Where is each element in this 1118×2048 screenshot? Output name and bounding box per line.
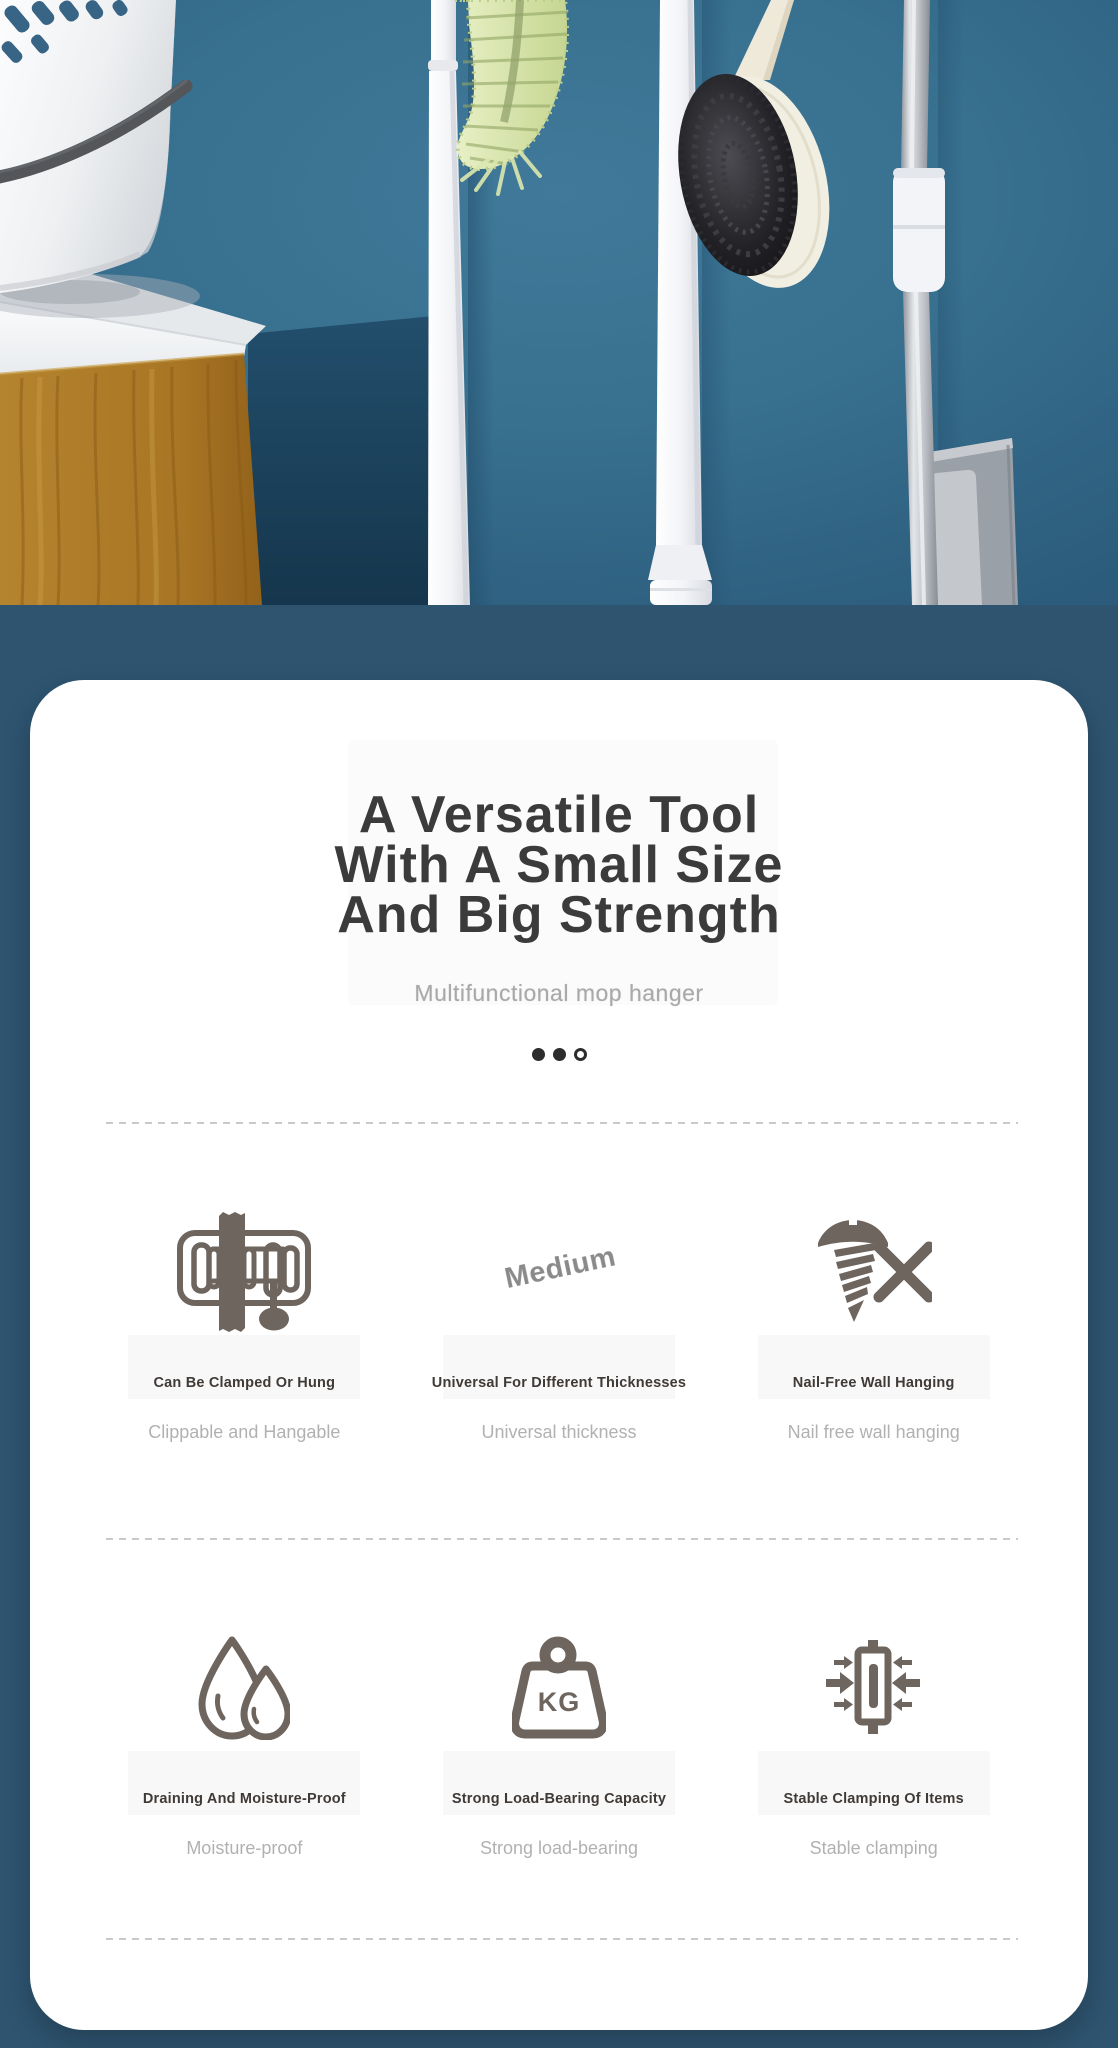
kg-weight-icon bbox=[512, 1635, 606, 1741]
feature-load-bearing bbox=[402, 1623, 717, 1859]
carousel-dots bbox=[30, 1048, 1088, 1061]
tagline: Multifunctional mop hanger bbox=[414, 980, 704, 1006]
feature-title: Strong Load-Bearing Capacity bbox=[451, 1791, 667, 1807]
dashed-divider-bottom bbox=[106, 1938, 1018, 1940]
feature-row-1 bbox=[87, 1207, 1031, 1443]
heading bbox=[30, 786, 1088, 944]
feature-row-2 bbox=[87, 1623, 1031, 1859]
hero-photo bbox=[0, 0, 1118, 605]
feature-subtitle: Nail free wall hanging bbox=[787, 1422, 960, 1442]
heading-line-2: With A Small Size bbox=[334, 836, 784, 894]
hero-photo-illustration bbox=[0, 0, 1118, 605]
carousel-dot-1 bbox=[532, 1048, 545, 1061]
carousel-dot-3 bbox=[574, 1048, 587, 1061]
kg-label: KG bbox=[537, 1687, 581, 1717]
feature-clamp-or-hang bbox=[87, 1207, 402, 1443]
feature-universal-thickness bbox=[402, 1207, 717, 1443]
feature-subtitle: Moisture-proof bbox=[186, 1838, 303, 1858]
feature-moisture-proof bbox=[87, 1623, 402, 1859]
feature-title: Can Be Clamped Or Hung bbox=[153, 1375, 336, 1391]
feature-nail-free bbox=[716, 1207, 1031, 1443]
wood-cabinet bbox=[0, 354, 262, 605]
feature-title: Stable Clamping Of Items bbox=[783, 1791, 964, 1807]
feature-subtitle: Universal thickness bbox=[481, 1422, 637, 1442]
cabinet-side-shadow bbox=[248, 316, 434, 605]
carousel-dot-2 bbox=[553, 1048, 566, 1061]
feature-card bbox=[30, 680, 1088, 2030]
feature-subtitle: Strong load-bearing bbox=[479, 1838, 639, 1858]
dashed-divider-top bbox=[106, 1122, 1018, 1124]
feature-title: Nail-Free Wall Hanging bbox=[792, 1375, 955, 1391]
feature-title: Draining And Moisture-Proof bbox=[142, 1791, 346, 1807]
heading-line-1: A Versatile Tool bbox=[358, 786, 760, 844]
clamp-hanger-icon bbox=[177, 1212, 311, 1332]
feature-subtitle: Stable clamping bbox=[809, 1838, 938, 1858]
no-nail-screw-icon bbox=[816, 1216, 932, 1328]
feature-stable-clamping bbox=[716, 1623, 1031, 1859]
heading-line-3: And Big Strength bbox=[337, 886, 781, 944]
feature-title: Universal For Different Thicknesses bbox=[431, 1375, 687, 1391]
feature-subtitle: Clippable and Hangable bbox=[148, 1422, 341, 1442]
water-drops-icon bbox=[198, 1636, 290, 1740]
clamp-pressure-icon bbox=[824, 1638, 924, 1738]
dashed-divider-middle bbox=[106, 1538, 1018, 1540]
size-label: Medium bbox=[501, 1239, 619, 1295]
